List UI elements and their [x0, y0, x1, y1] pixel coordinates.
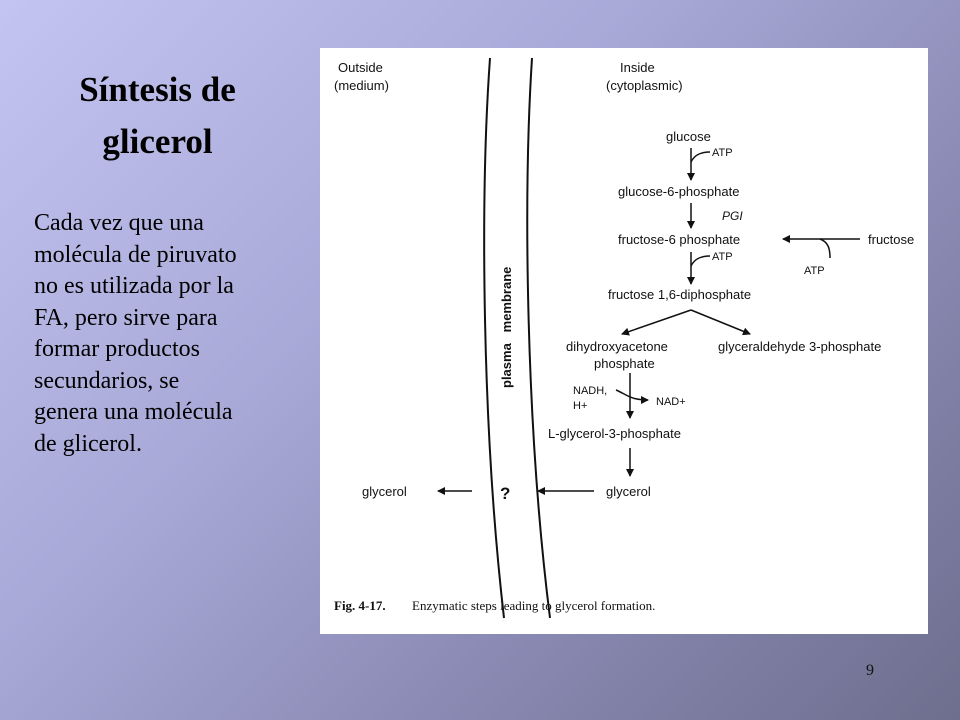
dihydroxyacetone-phosphate-sublabel: phosphate	[594, 356, 655, 371]
body-line: no es utilizada por la	[34, 273, 234, 299]
atp-label-1: ATP	[712, 147, 733, 159]
l-glycerol-3-phosphate-label: L-glycerol-3-phosphate	[548, 426, 681, 441]
body-line: Cada vez que una	[34, 210, 204, 236]
outside-sublabel: (medium)	[334, 78, 389, 93]
nadh-oxidation-curve	[616, 390, 648, 400]
atp-label-2: ATP	[712, 251, 733, 263]
atp-consumption-curve-1	[691, 152, 710, 162]
figure-caption-text: Enzymatic steps leading to glycerol formation.	[412, 598, 656, 613]
nad-plus-label: NAD+	[656, 396, 686, 408]
pathway-figure	[320, 48, 928, 634]
outside-label: Outside	[338, 60, 383, 75]
pathway-diagram	[320, 48, 928, 634]
membrane-label: plasma membrane	[499, 266, 514, 388]
body-line: secundarios, se	[34, 367, 180, 394]
glycerol-inside-label: glycerol	[606, 484, 651, 499]
membrane-inner-line	[527, 58, 550, 618]
body-line: FA, pero sirve para	[34, 304, 218, 331]
title-line: Síntesis de	[79, 70, 236, 109]
inside-sublabel: (cytoplasmic)	[606, 78, 683, 93]
body-line: molécula de piruvato	[34, 241, 237, 268]
fructose-label: fructose	[868, 232, 915, 247]
fructose-1-6-diphosphate-label: fructose 1,6-diphosphate	[608, 287, 752, 302]
body-line: genera una molécula	[34, 399, 233, 425]
atp-consumption-curve-2	[691, 256, 710, 266]
slide-body-text	[34, 208, 324, 460]
glucose-label: glucose	[666, 129, 711, 144]
atp-consumption-curve-fructose	[820, 239, 830, 258]
inside-label: Inside	[620, 60, 655, 75]
glycerol-outside-label: glycerol	[362, 484, 407, 499]
slide-title	[40, 64, 275, 168]
atp-label-fructose: ATP	[804, 265, 825, 277]
glucose-6-phosphate-label: glucose-6-phosphate	[618, 184, 740, 199]
nadh-label: NADH,	[573, 385, 608, 397]
dihydroxyacetone-phosphate-label: dihydroxyacetone	[566, 339, 668, 354]
title-line: glicerol	[102, 122, 213, 161]
body-line: de glicerol.	[34, 430, 142, 457]
body-line: formar productos	[34, 336, 200, 362]
unknown-transport-label: ?	[500, 484, 511, 503]
page-number: 9	[866, 662, 874, 679]
figure-caption-label: Fig. 4-17.	[334, 598, 386, 613]
h-plus-label: H+	[573, 400, 588, 412]
enzyme-pgi-label: PGI	[722, 209, 743, 223]
glyceraldehyde-3-phosphate-label: glyceraldehyde 3-phosphate	[718, 339, 882, 354]
arrow-aldolase-left	[622, 310, 691, 334]
fructose-6-phosphate-label: fructose-6 phosphate	[618, 232, 741, 247]
arrow-aldolase-right	[691, 310, 750, 334]
